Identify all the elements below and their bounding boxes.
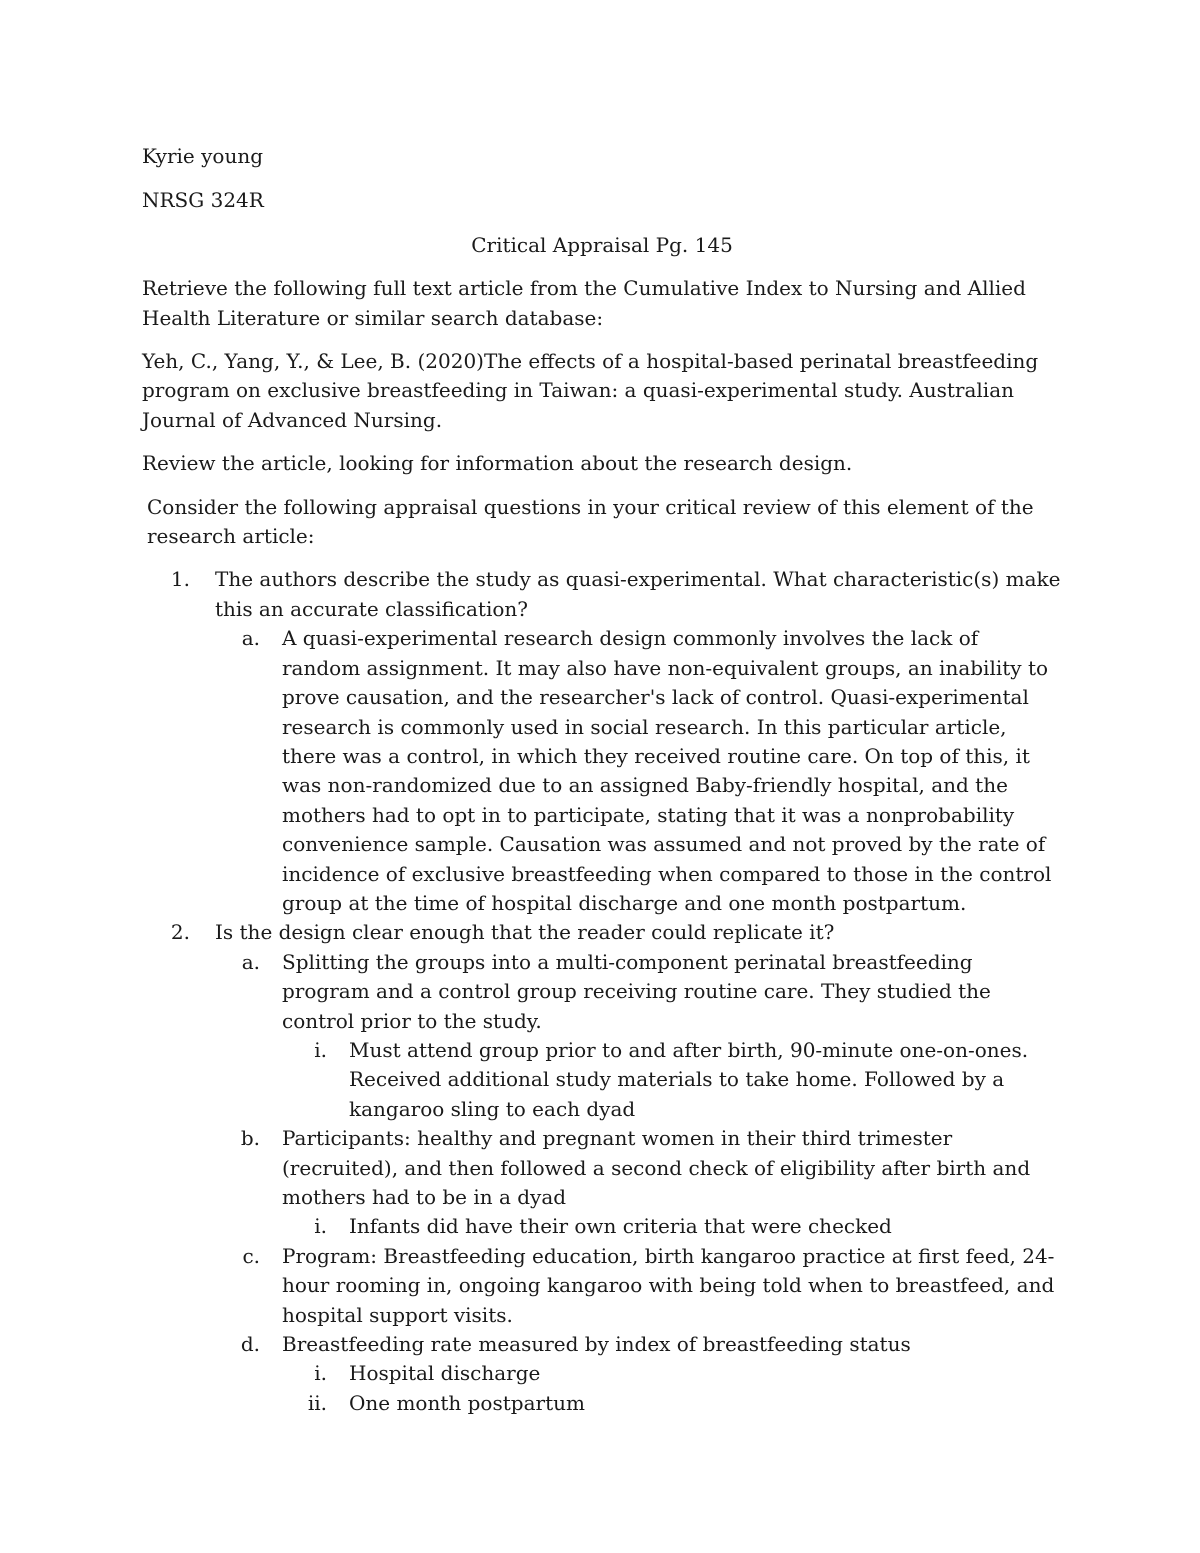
retrieve-instruction: Retrieve the following full text article from the Cumulative Index to Nursing and Allied Health Literature or similar search database: — [142, 276, 1026, 330]
sub-answer-text: One month postpartum — [349, 1390, 585, 1415]
list-marker: ii. — [307, 1390, 327, 1415]
article-citation: Yeh, C., Yang, Y., & Lee, B. (2020)The effects of a hospital-based perinatal breastfeeding program on exclusive breastfeeding in Taiwan: a quasi-experimental study. Australian Journal of Advanced Nursing. — [142, 349, 1039, 432]
sub-answer-text: Must attend group prior to and after birth, 90-minute one-on-ones. Received additional study materials to take home. Followed by a kangaroo sling to each dyad — [349, 1037, 1029, 1121]
question-list — [142, 565, 1062, 1418]
list-marker: i. — [314, 1214, 327, 1239]
list-marker: c. — [242, 1243, 260, 1268]
sub-answer-item — [142, 1389, 1062, 1418]
answer-item — [142, 624, 1062, 918]
consider-instruction: Consider the following appraisal questions in your critical review of this element of the research article: — [147, 494, 1034, 549]
answer-text: Participants: healthy and pregnant women in their third trimester (recruited), and then followed a second check of eligibility after birth and mothers had to be in a dyad — [282, 1126, 1031, 1209]
list-marker: a. — [241, 626, 260, 651]
question-text: The authors describe the study as quasi-experimental. What characteristic(s) make this an accurate classification? — [215, 567, 1061, 621]
sub-answer-text: Infants did have their own criteria that were checked — [349, 1214, 892, 1239]
course-code: NRSG 324R — [142, 188, 264, 213]
list-marker: 1. — [170, 567, 190, 592]
answer-item — [142, 1124, 1062, 1212]
answer-item — [142, 1242, 1062, 1330]
answer-text: Breastfeeding rate measured by index of breastfeeding status — [282, 1332, 911, 1357]
answer-item — [142, 1330, 1062, 1359]
review-instruction: Review the article, looking for information about the research design. — [142, 451, 853, 476]
sub-answer-text: Hospital discharge — [349, 1361, 541, 1386]
answer-text: Program: Breastfeeding education, birth kangaroo practice at first feed, 24-hour rooming in, ongoing kangaroo with being told when to breastfeed, and hospital support visits. — [282, 1243, 1055, 1327]
list-marker: d. — [240, 1332, 260, 1357]
question-item — [142, 918, 1062, 947]
question-item — [142, 565, 1062, 624]
question-text: Is the design clear enough that the reader could replicate it? — [215, 920, 835, 945]
list-marker: a. — [241, 949, 260, 974]
list-marker: i. — [314, 1361, 327, 1386]
student-name: Kyrie young — [142, 144, 264, 168]
answer-text: A quasi-experimental research design commonly involves the lack of random assignment. It may also have non-equivalent groups, an inability to prove causation, and the researcher's lack of control. Quasi-experimental research is commonly used in social research. In this particular article, there was a control, in which they received routine care. On top of this, it was non-randomized due to an assigned Baby-friendly hospital, and the mothers had to opt in to participate, stating that it was a nonprobability convenience sample. Causation was assumed and not proved by the rate of incidence of exclusive breastfeeding when compared to those in the control group at the time of hospital discharge and one month postpartum. — [282, 626, 1052, 915]
sub-answer-item — [142, 1036, 1062, 1124]
list-marker: b. — [240, 1126, 260, 1151]
document-title: Critical Appraisal Pg. 145 — [471, 232, 733, 257]
answer-text: Splitting the groups into a multi-component perinatal breastfeeding program and a control group receiving routine care. They studied the control prior to the study. — [282, 949, 991, 1033]
sub-answer-item — [142, 1359, 1062, 1388]
list-marker: 2. — [170, 920, 190, 945]
sub-answer-item — [142, 1212, 1062, 1241]
answer-item — [142, 948, 1062, 1036]
document-body — [142, 142, 1062, 1418]
list-marker: i. — [314, 1037, 327, 1062]
